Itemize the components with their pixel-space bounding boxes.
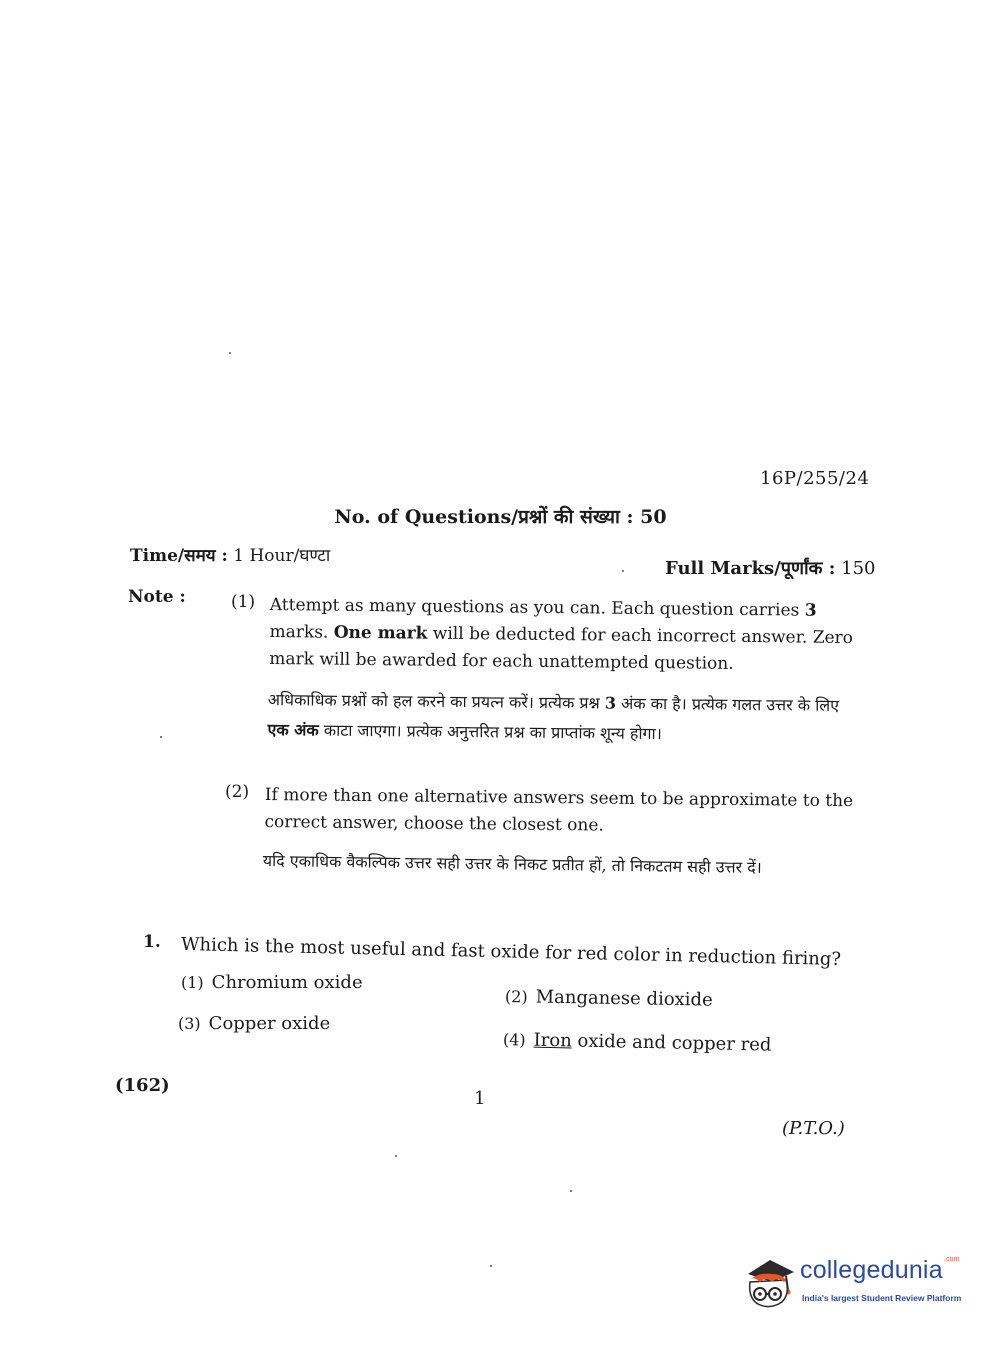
scan-speck <box>490 1265 492 1267</box>
note-1-number: (1) <box>231 592 256 612</box>
marks-label: Full Marks/पूर्णांक : <box>665 558 836 579</box>
scan-speck <box>160 736 162 738</box>
note-label: Note : <box>128 587 186 607</box>
note-2-number: (2) <box>225 782 250 802</box>
collegedunia-logo <box>742 1252 972 1314</box>
pto-text: (P.T.O.) <box>782 1118 845 1139</box>
option-3: (3) Copper oxide <box>178 1013 331 1034</box>
logo-tagline: India's largest Student Review Platform <box>802 1293 962 1303</box>
note-2-hindi: यदि एकाधिक वैकल्पिक उत्तर सही उत्तर के निकट प्रतीत हों, तो निकटतम सही उत्तर दें। <box>262 850 762 877</box>
option-4: (4) Iron oxide and copper red <box>502 1029 772 1056</box>
scan-speck <box>570 1190 572 1192</box>
question-number: 1. <box>143 932 161 952</box>
scan-speck <box>395 1155 397 1157</box>
scan-speck <box>622 570 624 572</box>
scan-speck <box>229 352 231 354</box>
time-label: Time/समय : <box>130 546 228 566</box>
option-1: (1) Chromium oxide <box>181 972 363 993</box>
option-2: (2) Manganese dioxide <box>504 986 713 1011</box>
marks-value: 150 <box>841 558 876 579</box>
question-text: Which is the most useful and fast oxide for red color in reduction firing? <box>180 934 842 970</box>
mascot-icon <box>742 1252 798 1310</box>
time-info <box>130 543 330 566</box>
full-marks-info <box>665 556 875 580</box>
note-1-english: Attempt as many questions as you can. Each question carries 3 marks. One mark will be deducted for each incorrect answer. Zero mark will be awarded for each unattempted question. <box>269 594 854 674</box>
paper-code: 16P/255/24 <box>760 468 870 489</box>
note-1-hindi: अधिकाधिक प्रश्नों को हल करने का प्रयत्न करें। प्रत्येक प्रश्न 3 अंक का है। प्रत्येक गलत उत्तर के लिए एक अंक काटा जाएगा। प्रत्येक अनुत्तरित प्रश्न का प्राप्तांक शून्य होगा। <box>267 689 840 744</box>
page-title: No. of Questions/प्रश्नों की संख्या : 50 <box>334 506 667 528</box>
page-number: 1 <box>474 1088 486 1109</box>
time-value: 1 Hour/घण्टा <box>233 546 331 566</box>
paper-serial-code: (162) <box>115 1075 170 1096</box>
note-2-english: If more than one alternative answers seem to be approximate to the correct answer, choose the closest one. <box>264 784 854 836</box>
logo-wordmark: collegedunia$^{.com}$ <box>800 1256 960 1284</box>
